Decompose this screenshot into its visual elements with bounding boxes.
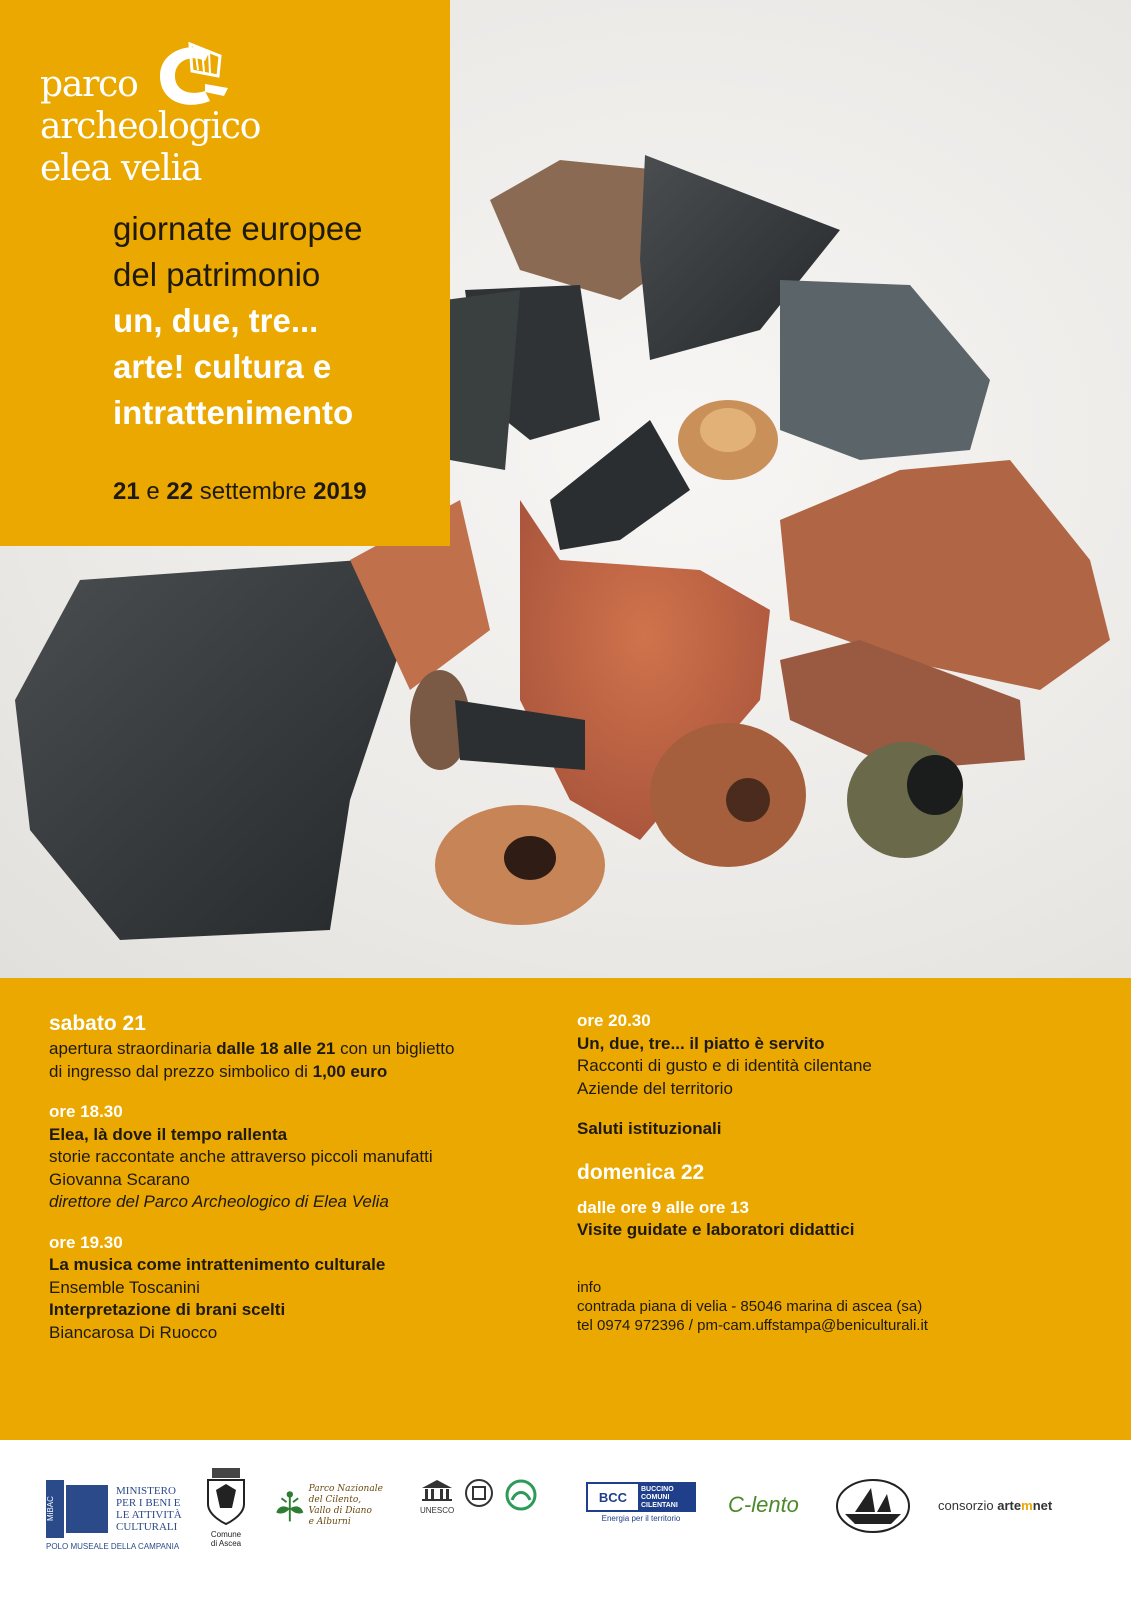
event2-ensemble: Ensemble Toscanini <box>49 1277 200 1297</box>
mibac-emblem-icon <box>66 1485 108 1533</box>
event3-desc: Racconti di gusto e di identità cilentane <box>577 1056 872 1075</box>
artemnet-consorzio: consorzio <box>938 1498 994 1513</box>
event1-speaker: Giovanna Scarano <box>49 1169 190 1189</box>
headline-line-3: un, due, tre... <box>113 302 319 339</box>
title-panel <box>0 0 450 546</box>
event-dates <box>113 478 367 506</box>
program-panel <box>0 978 1131 1440</box>
event2-performer: Biancarosa Di Ruocco <box>49 1322 218 1342</box>
unesco-label: UNESCO <box>420 1506 455 1515</box>
park-logo-text <box>40 64 260 190</box>
bcc-sub: Energia per il territorio <box>601 1514 681 1523</box>
pn-line-1: Parco Nazionale <box>308 1484 383 1494</box>
world-heritage-icon <box>464 1478 494 1508</box>
date-conj: e <box>146 478 160 505</box>
info-label: info <box>577 1278 602 1296</box>
unesco-temple-icon <box>420 1478 454 1502</box>
headline-line-1: giornate europee <box>113 210 363 247</box>
bcc-line-2: COMUNI <box>641 1494 670 1501</box>
event2-title: La musica come intrattenimento culturale <box>49 1255 386 1274</box>
parco-nazionale-logo <box>275 1480 385 1532</box>
headline-line-2: del patrimonio <box>113 256 321 293</box>
date-year: 2019 <box>313 478 367 505</box>
comune-line-2: di Ascea <box>210 1539 242 1548</box>
date-day1: 21 <box>113 478 140 505</box>
event1-title: Elea, là dove il tempo rallenta <box>49 1124 288 1144</box>
pn-line-3: e Alburni <box>308 1517 351 1527</box>
artemnet-m: m <box>1021 1498 1033 1513</box>
sunday-activity: Visite guidate e laboratori didattici <box>577 1220 855 1239</box>
cilento-logo <box>728 1492 812 1518</box>
artemnet-arte: arte <box>997 1498 1022 1513</box>
pn-line-2: del Cilento, Vallo di Diano <box>308 1495 372 1516</box>
headline-line-5: intrattenimento <box>113 394 354 431</box>
sunday-time: dalle ore 9 alle ore 13 <box>577 1197 749 1217</box>
mibac-line-3: LE ATTIVITÀ <box>116 1509 182 1521</box>
event-headline <box>113 206 443 436</box>
ship-sponsor-logo <box>835 1478 913 1538</box>
unesco-logo <box>420 1478 560 1515</box>
event3-title: Un, due, tre... il piatto è servito <box>577 1033 825 1053</box>
mibac-line-2: PER I BENI E <box>116 1497 181 1509</box>
date-month: settembre <box>199 478 307 505</box>
event1-desc: storie raccontate anche attraverso piccoli manufatti <box>49 1147 433 1166</box>
logo-line-3: elea velia <box>40 148 202 189</box>
comune-line-1: Comune <box>210 1530 242 1539</box>
bcc-mark: BCC <box>598 1489 628 1505</box>
event2-subtitle: Interpretazione di brani scelti <box>49 1300 286 1319</box>
program-left-column <box>49 1010 529 1344</box>
coat-of-arms-icon <box>204 1468 248 1526</box>
bcc-logo <box>586 1482 696 1523</box>
event1-time: ore 18.30 <box>49 1102 123 1121</box>
event2-time: ore 19.30 <box>49 1232 123 1252</box>
info-block <box>577 1278 1097 1335</box>
geopark-icon <box>504 1478 538 1512</box>
info-contact[interactable]: tel 0974 972396 / pm-cam.uffstampa@beniculturali.it <box>577 1316 928 1334</box>
saturday-title: sabato 21 <box>49 1012 146 1035</box>
artemnet-net: net <box>1032 1498 1053 1513</box>
bcc-line-3: CILENTANI <box>641 1502 678 1509</box>
event3-time: ore 20.30 <box>577 1011 651 1030</box>
sponsor-strip <box>0 1440 1131 1600</box>
event3-extra: Aziende del territorio <box>577 1078 733 1098</box>
headline-line-4: arte! cultura e <box>113 348 332 385</box>
comune-ascea-logo <box>202 1468 250 1548</box>
mibac-line-4: CULTURALI <box>116 1521 178 1533</box>
sunday-title: domenica 22 <box>577 1160 705 1184</box>
info-address: contrada piana di velia - 85046 marina di ascea (sa) <box>577 1297 923 1315</box>
mibac-line-1: MINISTERO <box>116 1485 176 1497</box>
logo-line-1: parco <box>40 64 138 105</box>
event1-role: direttore del Parco Archeologico di Elea Velia <box>49 1192 389 1211</box>
date-day2: 22 <box>166 478 194 505</box>
ship-icon <box>835 1478 911 1534</box>
bcc-line-1: BUCCINO <box>641 1486 674 1493</box>
logo-line-2: archeologico <box>40 106 261 147</box>
opening-line-1: apertura straordinaria dalle 18 alle 21 con un biglietto <box>49 1039 455 1058</box>
program-right-column <box>577 1010 1097 1335</box>
greetings: Saluti istituzionali <box>577 1119 722 1138</box>
mibac-vertical-label: MiBAC <box>46 1480 64 1538</box>
cilento-text: C-lento <box>728 1492 799 1517</box>
plant-icon <box>275 1480 305 1532</box>
opening-line-2: di ingresso dal prezzo simbolico di 1,00 euro <box>49 1061 388 1081</box>
mibac-logo <box>46 1480 186 1552</box>
artemnet-logo <box>938 1498 1098 1513</box>
mibac-sub: POLO MUSEALE DELLA CAMPANIA <box>46 1542 180 1551</box>
